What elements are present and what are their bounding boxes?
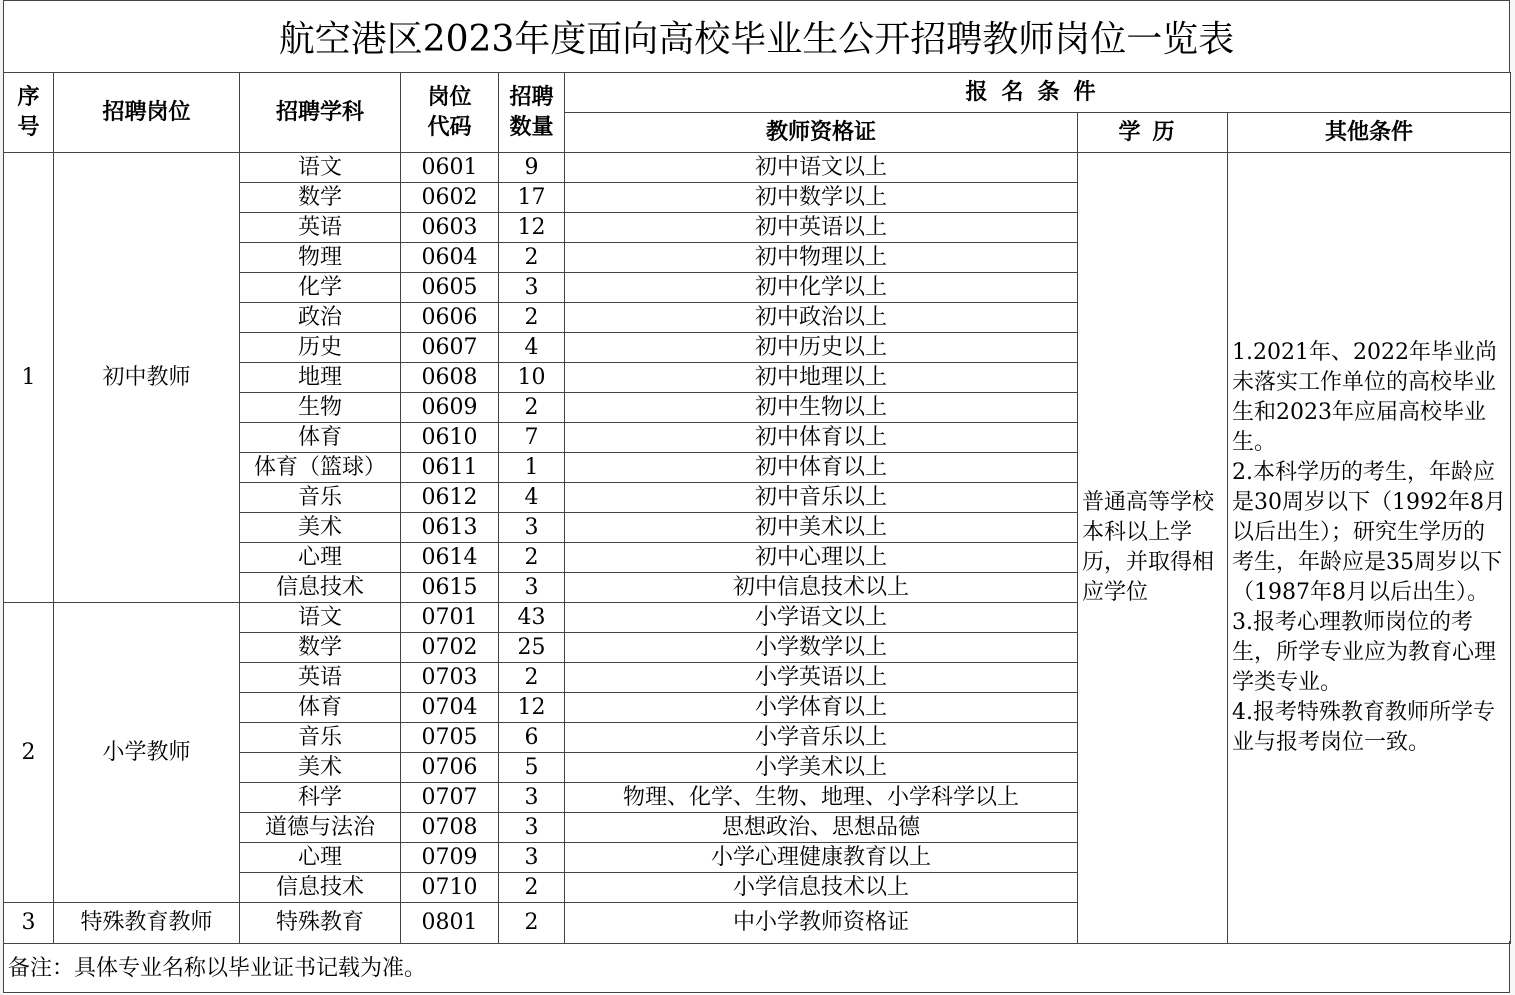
count-cell[interactable]: 10 [499, 363, 565, 393]
code-cell[interactable]: 0704 [401, 693, 499, 723]
certificate-cell[interactable]: 初中语文以上 [565, 153, 1078, 183]
certificate-cell[interactable]: 中小学教师资格证 [565, 903, 1078, 944]
post-cell[interactable]: 小学教师 [54, 603, 240, 903]
code-cell[interactable]: 0602 [401, 183, 499, 213]
count-cell[interactable]: 25 [499, 633, 565, 663]
post-cell[interactable]: 特殊教育教师 [54, 903, 240, 944]
code-cell[interactable]: 0609 [401, 393, 499, 423]
certificate-cell[interactable]: 小学英语以上 [565, 663, 1078, 693]
certificate-cell[interactable]: 初中体育以上 [565, 423, 1078, 453]
subject-cell[interactable]: 体育 [240, 423, 401, 453]
subject-cell[interactable]: 英语 [240, 213, 401, 243]
seq-cell[interactable]: 2 [4, 603, 54, 903]
code-cell[interactable]: 0801 [401, 903, 499, 944]
subject-cell[interactable]: 信息技术 [240, 873, 401, 903]
other-condition-item: 3.报考心理教师岗位的考生，所学专业应为教育心理学类专业。 [1232, 610, 1497, 695]
header-code[interactable] [401, 73, 499, 153]
count-cell[interactable]: 3 [499, 513, 565, 543]
subject-cell[interactable]: 英语 [240, 663, 401, 693]
count-cell[interactable]: 2 [499, 903, 565, 944]
count-cell[interactable]: 12 [499, 693, 565, 723]
subject-cell[interactable]: 特殊教育 [240, 903, 401, 944]
count-cell[interactable]: 43 [499, 603, 565, 633]
certificate-cell[interactable]: 初中英语以上 [565, 213, 1078, 243]
subject-cell[interactable]: 数学 [240, 633, 401, 663]
count-cell[interactable]: 2 [499, 303, 565, 333]
certificate-cell[interactable]: 初中地理以上 [565, 363, 1078, 393]
count-cell[interactable]: 1 [499, 453, 565, 483]
subject-cell[interactable]: 物理 [240, 243, 401, 273]
subject-cell[interactable]: 语文 [240, 153, 401, 183]
other-condition-item: 1.2021年、2022年毕业尚未落实工作单位的高校毕业生和2023年应届高校毕业生。 [1232, 340, 1497, 455]
recruitment-table [3, 72, 1511, 944]
certificate-cell[interactable]: 小学美术以上 [565, 753, 1078, 783]
header-conditions[interactable]: 报名条件 [565, 73, 1511, 113]
certificate-cell[interactable]: 初中音乐以上 [565, 483, 1078, 513]
code-cell[interactable]: 0710 [401, 873, 499, 903]
count-cell[interactable]: 3 [499, 273, 565, 303]
code-cell[interactable]: 0703 [401, 663, 499, 693]
certificate-cell[interactable]: 小学信息技术以上 [565, 873, 1078, 903]
subject-cell[interactable]: 心理 [240, 843, 401, 873]
education-cell[interactable]: 普通高等学校本科以上学历，并取得相应学位 [1078, 153, 1228, 944]
code-cell[interactable]: 0615 [401, 573, 499, 603]
certificate-cell[interactable]: 小学体育以上 [565, 693, 1078, 723]
header-seq-text: 序号 [17, 84, 40, 140]
subject-cell[interactable]: 化学 [240, 273, 401, 303]
table-row [4, 153, 1511, 183]
code-cell[interactable]: 0607 [401, 333, 499, 363]
certificate-cell[interactable]: 小学语文以上 [565, 603, 1078, 633]
header-subject[interactable]: 招聘学科 [240, 73, 401, 153]
post-cell[interactable]: 初中教师 [54, 153, 240, 603]
footnote[interactable]: 备注：具体专业名称以毕业证书记载为准。 [3, 941, 1510, 993]
table-body [4, 153, 1511, 944]
other-condition-item: 2.本科学历的考生，年龄应是30周岁以下（1992年8月以后出生）；研究生学历的考生，年龄应是35周岁以下（1987年8月以后出生）。 [1232, 460, 1506, 605]
count-cell[interactable]: 4 [499, 483, 565, 513]
count-cell[interactable]: 9 [499, 153, 565, 183]
subject-cell[interactable]: 美术 [240, 753, 401, 783]
header-post[interactable]: 招聘岗位 [54, 73, 240, 153]
subject-cell[interactable]: 科学 [240, 783, 401, 813]
count-cell[interactable]: 3 [499, 573, 565, 603]
subject-cell[interactable]: 道德与法治 [240, 813, 401, 843]
seq-cell[interactable]: 1 [4, 153, 54, 603]
subject-cell[interactable]: 语文 [240, 603, 401, 633]
code-cell[interactable]: 0613 [401, 513, 499, 543]
subject-cell[interactable]: 政治 [240, 303, 401, 333]
count-cell[interactable]: 3 [499, 783, 565, 813]
certificate-cell[interactable]: 初中物理以上 [565, 243, 1078, 273]
code-cell[interactable]: 0606 [401, 303, 499, 333]
code-cell[interactable]: 0708 [401, 813, 499, 843]
count-cell[interactable]: 2 [499, 543, 565, 573]
code-cell[interactable]: 0611 [401, 453, 499, 483]
header-count-text: 招聘数量 [509, 84, 554, 140]
certificate-cell[interactable]: 初中数学以上 [565, 183, 1078, 213]
code-cell[interactable]: 0610 [401, 423, 499, 453]
certificate-cell[interactable]: 物理、化学、生物、地理、小学科学以上 [565, 783, 1078, 813]
certificate-cell[interactable]: 初中生物以上 [565, 393, 1078, 423]
subject-cell[interactable]: 历史 [240, 333, 401, 363]
subject-cell[interactable]: 数学 [240, 183, 401, 213]
header-code-text: 岗位代码 [427, 84, 472, 140]
code-cell[interactable]: 0702 [401, 633, 499, 663]
code-cell[interactable]: 0701 [401, 603, 499, 633]
certificate-cell[interactable]: 初中化学以上 [565, 273, 1078, 303]
code-cell[interactable]: 0709 [401, 843, 499, 873]
other-conditions-cell[interactable] [1228, 153, 1511, 944]
code-cell[interactable]: 0601 [401, 153, 499, 183]
header-other[interactable]: 其他条件 [1228, 113, 1511, 153]
header-education[interactable]: 学历 [1078, 113, 1228, 153]
subject-cell[interactable]: 地理 [240, 363, 401, 393]
certificate-cell[interactable]: 初中体育以上 [565, 453, 1078, 483]
count-cell[interactable]: 2 [499, 393, 565, 423]
code-cell[interactable]: 0608 [401, 363, 499, 393]
sheet-title[interactable]: 航空港区2023年度面向高校毕业生公开招聘教师岗位一览表 [3, 0, 1510, 72]
count-cell[interactable]: 2 [499, 873, 565, 903]
subject-cell[interactable]: 体育 [240, 693, 401, 723]
subject-cell[interactable]: 生物 [240, 393, 401, 423]
count-cell[interactable]: 7 [499, 423, 565, 453]
subject-cell[interactable]: 音乐 [240, 483, 401, 513]
count-cell[interactable]: 12 [499, 213, 565, 243]
count-cell[interactable]: 17 [499, 183, 565, 213]
code-cell[interactable]: 0705 [401, 723, 499, 753]
certificate-cell[interactable]: 思想政治、思想品德 [565, 813, 1078, 843]
certificate-cell[interactable]: 初中信息技术以上 [565, 573, 1078, 603]
other-condition-item: 4.报考特殊教育教师所学专业与报考岗位一致。 [1232, 700, 1495, 755]
code-cell[interactable]: 0605 [401, 273, 499, 303]
spreadsheet [3, 0, 1510, 993]
header-certificate[interactable]: 教师资格证 [565, 113, 1078, 153]
certificate-cell[interactable]: 初中心理以上 [565, 543, 1078, 573]
certificate-cell[interactable]: 小学音乐以上 [565, 723, 1078, 753]
certificate-cell[interactable]: 初中政治以上 [565, 303, 1078, 333]
count-cell[interactable]: 3 [499, 813, 565, 843]
header-count[interactable] [499, 73, 565, 153]
header-seq[interactable] [4, 73, 54, 153]
count-cell[interactable]: 4 [499, 333, 565, 363]
subject-cell[interactable]: 美术 [240, 513, 401, 543]
count-cell[interactable]: 6 [499, 723, 565, 753]
certificate-cell[interactable]: 小学数学以上 [565, 633, 1078, 663]
count-cell[interactable]: 2 [499, 243, 565, 273]
certificate-cell[interactable]: 小学心理健康教育以上 [565, 843, 1078, 873]
subject-cell[interactable]: 心理 [240, 543, 401, 573]
certificate-cell[interactable]: 初中历史以上 [565, 333, 1078, 363]
count-cell[interactable]: 5 [499, 753, 565, 783]
count-cell[interactable]: 3 [499, 843, 565, 873]
code-cell[interactable]: 0614 [401, 543, 499, 573]
code-cell[interactable]: 0707 [401, 783, 499, 813]
certificate-cell[interactable]: 初中美术以上 [565, 513, 1078, 543]
code-cell[interactable]: 0706 [401, 753, 499, 783]
code-cell[interactable]: 0603 [401, 213, 499, 243]
count-cell[interactable]: 2 [499, 663, 565, 693]
seq-cell[interactable]: 3 [4, 903, 54, 944]
code-cell[interactable]: 0604 [401, 243, 499, 273]
subject-cell[interactable]: 体育（篮球） [240, 453, 401, 483]
subject-cell[interactable]: 信息技术 [240, 573, 401, 603]
subject-cell[interactable]: 音乐 [240, 723, 401, 753]
code-cell[interactable]: 0612 [401, 483, 499, 513]
